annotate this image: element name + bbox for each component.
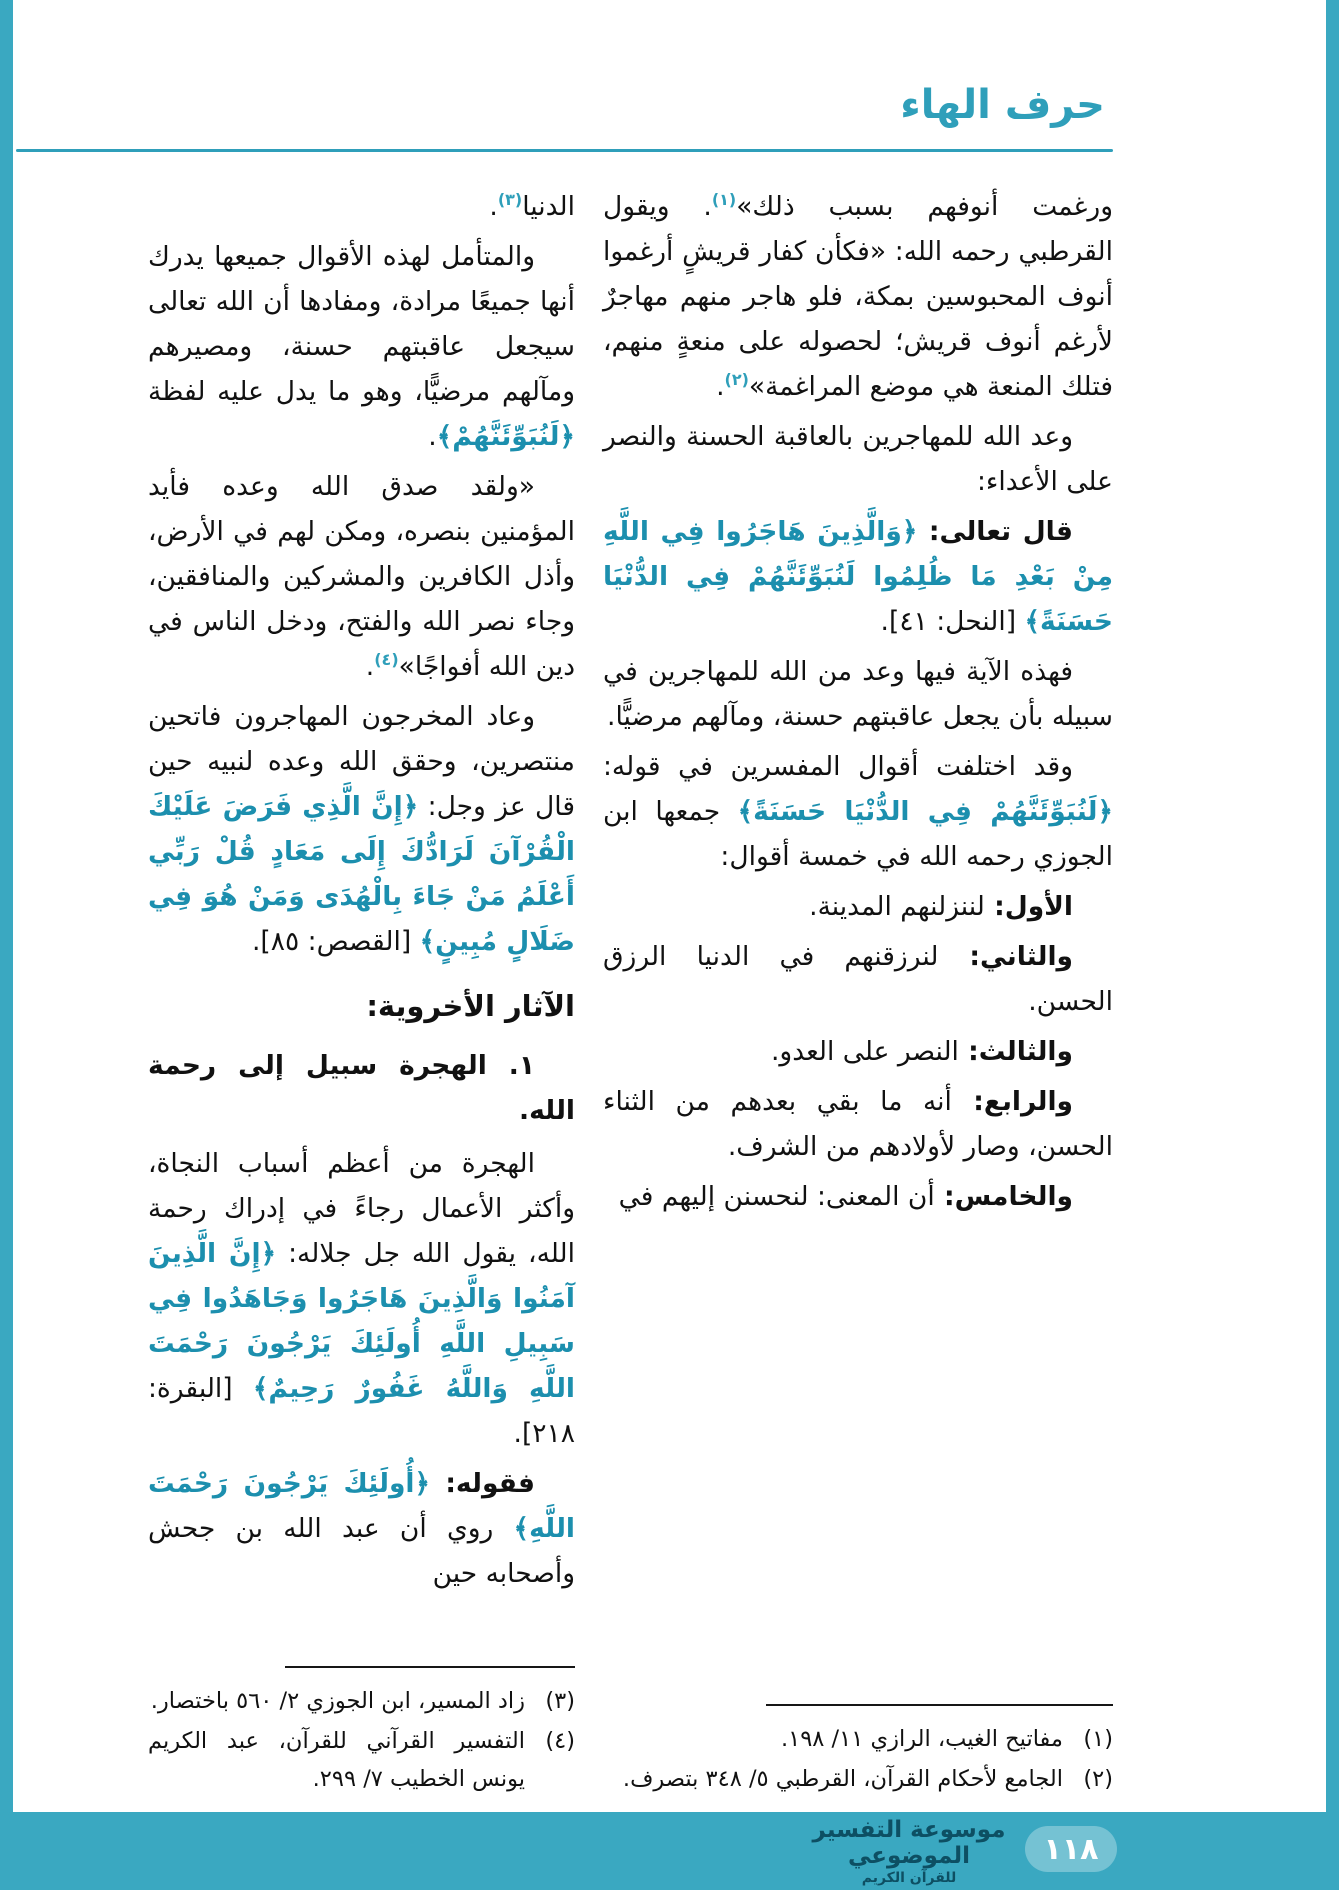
paragraph <box>603 509 1113 644</box>
quran-verse: ﴿إِنَّ الَّذِينَ آمَنُوا وَالَّذِينَ هَاجَرُوا وَجَاهَدُوا فِي سَبِيلِ اللَّهِ أُولَئِكَ يَرْجُونَ رَحْمَتَ اللَّهِ وَاللَّهُ غَفُورٌ رَحِيمٌ﴾ <box>148 1238 575 1404</box>
quran-verse: ﴿أُولَئِكَ يَرْجُونَ رَحْمَتَ اللَّهِ﴾ <box>148 1468 575 1544</box>
page-number: ١١٨ <box>1043 1831 1099 1867</box>
paragraph <box>148 694 575 964</box>
footnotes-left-list <box>148 1682 575 1798</box>
text-run: . ويقول القرطبي رحمه الله: «فكأن كفار قريشٍ أرغموا أنوف المحبوسين بمكة، فلو هاجر منهم مهاجرٌ لأرغم أنوف قريش؛ لحصوله على منعةٍ منهم، فتلك المنعة هي موضع المراغمة» <box>603 191 1113 402</box>
footnote-text: زاد المسير، ابن الجوزي ٢/ ٥٦٠ باختصار. <box>150 1688 525 1714</box>
bold-run: فقوله: <box>430 1468 535 1499</box>
text-run: وعاد المخرجون المهاجرون فاتحين منتصرين، وحقق الله وعده لنبيه حين قال عز وجل: <box>148 701 575 822</box>
text-run: لنرزقنهم في الدنيا الرزق الحسن. <box>603 941 1113 1017</box>
page-edge-left <box>0 0 13 1890</box>
bold-run: والثالث: <box>958 1036 1073 1067</box>
paragraph <box>148 1141 575 1456</box>
footnote <box>148 1682 575 1720</box>
text-run: «ولقد صدق الله وعده فأيد المؤمنين بنصره، ومكن لهم في الأرض، وأذل الكافرين والمشركين والمنافقين، وجاء نصر الله والفتح، ودخل الناس في دين الله أفواجًا» <box>148 471 575 682</box>
footer-bar <box>0 1812 1339 1890</box>
text-run: [البقرة: ٢١٨]. <box>148 1373 575 1449</box>
paragraph <box>603 1174 1113 1219</box>
paragraph <box>603 934 1113 1024</box>
text-run: . <box>365 651 375 682</box>
column-right <box>603 184 1113 1800</box>
page-edge-right <box>1326 0 1339 1890</box>
column-left-text <box>148 184 575 1601</box>
bold-run: والرابع: <box>951 1086 1073 1117</box>
footnote <box>148 1722 575 1798</box>
footnote-number: (٣) <box>545 1688 575 1714</box>
text-run: فهذه الآية فيها وعد من الله للمهاجرين في سبيله بأن يجعل عاقبتهم حسنة، ومآلهم مرضيًّا. <box>603 656 1113 732</box>
footnote-separator <box>766 1704 1113 1706</box>
text-run: ١. الهجرة سبيل إلى رحمة الله. <box>148 1050 575 1126</box>
text-run: النصر على العدو. <box>770 1036 959 1067</box>
paragraph <box>148 464 575 689</box>
text-run: . <box>716 371 725 402</box>
footnote-text: الجامع لأحكام القرآن، القرطبي ٥/ ٣٤٨ بتصرف. <box>622 1766 1063 1792</box>
paragraph <box>603 744 1113 879</box>
quran-verse: ﴿إِنَّ الَّذِي فَرَضَ عَلَيْكَ الْقُرْآنَ لَرَادُّكَ إِلَى مَعَادٍ قُلْ رَبِّي أَعْلَمُ مَنْ جَاءَ بِالْهُدَى وَمَنْ هُوَ فِي ضَلَالٍ مُبِينٍ﴾ <box>148 791 575 957</box>
paragraph <box>603 884 1113 929</box>
footnote-marker: (١) <box>711 190 737 210</box>
text-run: الدنيا <box>522 191 575 222</box>
bold-run: قال تعالى: <box>917 516 1073 547</box>
text-run: الآثار الأخروية: <box>366 989 575 1023</box>
text-run: وعد الله للمهاجرين بالعاقبة الحسنة والنصر على الأعداء: <box>603 421 1113 497</box>
footnote <box>603 1720 1113 1758</box>
quran-verse: ﴿لَنُبَوِّئَنَّهُمْ فِي الدُّنْيَا حَسَنَةً﴾ <box>737 796 1113 827</box>
header-rule <box>16 149 1113 152</box>
footnotes-left <box>148 1660 575 1800</box>
bold-run: والخامس: <box>934 1181 1073 1212</box>
publisher-logo-title: موسوعة التفسير الموضوعي <box>812 1817 1006 1870</box>
footnote-marker: (٤) <box>374 650 399 670</box>
quran-verse: ﴿وَالَّذِينَ هَاجَرُوا فِي اللَّهِ مِنْ بَعْدِ مَا ظُلِمُوا لَنُبَوِّئَنَّهُمْ فِي الدُّنْيَا حَسَنَةً﴾ <box>603 516 1113 637</box>
footnote-text: مفاتيح الغيب، الرازي ١١/ ١٩٨. <box>780 1726 1063 1752</box>
text-run: أنه ما بقي بعدهم من الثناء الحسن، وصار لأولادهم من الشرف. <box>603 1086 1113 1162</box>
bold-run: والثاني: <box>938 941 1074 972</box>
text-run: . <box>489 191 498 222</box>
section-heading <box>148 1043 575 1133</box>
section-heading <box>148 984 575 1029</box>
paragraph <box>148 234 575 459</box>
footnote-number: (٢) <box>1083 1766 1113 1792</box>
paragraph <box>603 414 1113 504</box>
footnote-marker: (٣) <box>497 190 523 210</box>
paragraph <box>603 649 1113 739</box>
footnote-text: التفسير القرآني للقرآن، عبد الكريم يونس الخطيب ٧/ ٢٩٩. <box>148 1728 525 1792</box>
text-run: [النحل: ٤١]. <box>880 606 1025 637</box>
text-run: والمتأمل لهذه الأقوال جميعها يدرك أنها جميعًا مرادة، ومفادها أن الله تعالى سيجعل عاقبتهم حسنة، ومصيرهم ومآلهم مرضيًّا، وهو ما يدل عليه لفظة <box>148 241 575 407</box>
column-left <box>148 184 575 1800</box>
text-run: . <box>428 421 437 452</box>
bold-run: الأول: <box>984 891 1073 922</box>
paragraph <box>603 184 1113 409</box>
footnotes-right <box>603 1698 1113 1800</box>
footnote-separator <box>285 1666 575 1668</box>
page-number-badge <box>1025 1826 1117 1872</box>
footnote <box>603 1760 1113 1798</box>
footnote-number: (١) <box>1083 1726 1113 1752</box>
footnote-marker: (٢) <box>724 370 749 390</box>
text-run: ورغمت أنوفهم بسبب ذلك» <box>736 191 1113 222</box>
text-run: لننزلنهم المدينة. <box>809 891 985 922</box>
footnotes-right-list <box>603 1720 1113 1798</box>
publisher-logo-subtitle: للقرآن الكريم <box>861 1869 957 1886</box>
quran-verse: ﴿لَنُبَوِّئَنَّهُمْ﴾ <box>436 421 575 452</box>
text-run: الهجرة من أعظم أسباب النجاة، وأكثر الأعمال رجاءً في إدراك رحمة الله، يقول الله جل جلاله: <box>148 1148 575 1269</box>
chapter-header: حرف الهاء <box>900 82 1105 128</box>
text-run: روي أن عبد الله بن جحش وأصحابه حين <box>148 1513 575 1589</box>
footnote-number: (٤) <box>545 1728 575 1754</box>
text-run: جمعها ابن الجوزي رحمه الله في خمسة أقوال: <box>603 796 1113 872</box>
column-right-text <box>603 184 1113 1224</box>
text-columns <box>148 184 1113 1800</box>
paragraph <box>603 1029 1113 1074</box>
text-run: أن المعنى: لنحسنن إليهم في <box>618 1181 935 1212</box>
publisher-logo <box>809 1817 1009 1886</box>
text-run: [القصص: ٨٥]. <box>251 926 420 957</box>
text-run: وقد اختلفت أقوال المفسرين في قوله: <box>603 751 1073 782</box>
paragraph <box>148 184 575 229</box>
paragraph <box>603 1079 1113 1169</box>
paragraph <box>148 1461 575 1596</box>
